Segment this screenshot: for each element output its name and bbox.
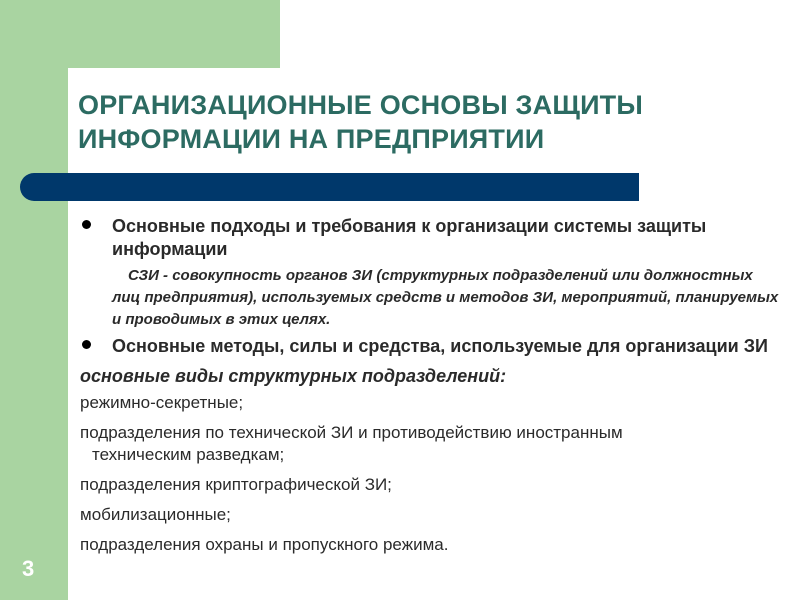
green-side-panel bbox=[0, 0, 68, 600]
slide-content bbox=[80, 215, 780, 556]
title-line-2: ИНФОРМАЦИИ НА ПРЕДПРИЯТИИ bbox=[78, 124, 545, 154]
slide-number: 3 bbox=[22, 556, 35, 581]
subdivision-item-2 bbox=[80, 422, 780, 466]
subdivision-item-2-line-1: подразделения по технической ЗИ и противодействию иностранным bbox=[80, 423, 623, 442]
subdivision-item-5: подразделения охраны и пропускного режима. bbox=[80, 535, 449, 554]
slide-title bbox=[78, 88, 758, 156]
subdivision-item-2-line-2: техническим разведкам; bbox=[92, 445, 285, 464]
bullet-text-1: Основные подходы и требования к организации системы защиты информации bbox=[112, 216, 707, 259]
subdivision-item-3: подразделения криптографической ЗИ; bbox=[80, 475, 392, 494]
bullet-text-2: Основные методы, силы и средства, используемые для организации ЗИ bbox=[112, 336, 768, 356]
subdivision-item-1: режимно-секретные; bbox=[80, 393, 244, 412]
subdivisions-heading: основные виды структурных подразделений: bbox=[80, 366, 507, 386]
title-underline-bar bbox=[20, 173, 639, 201]
green-top-panel bbox=[0, 0, 280, 68]
szi-definition-note: СЗИ - совокупность органов ЗИ (структурных подразделений или должностных лиц предприятия), используемых средств и методов ЗИ, мероприятий, планируемых и проводимых в этих целях. bbox=[112, 267, 779, 328]
subdivision-item-4: мобилизационные; bbox=[80, 505, 231, 524]
title-line-1: ОРГАНИЗАЦИОННЫЕ ОСНОВЫ ЗАЩИТЫ bbox=[78, 90, 643, 120]
bullet-item-2 bbox=[80, 335, 780, 358]
bullet-item-1 bbox=[80, 215, 780, 261]
bullet-dot-icon bbox=[82, 220, 91, 229]
bullet-dot-icon bbox=[82, 340, 91, 349]
